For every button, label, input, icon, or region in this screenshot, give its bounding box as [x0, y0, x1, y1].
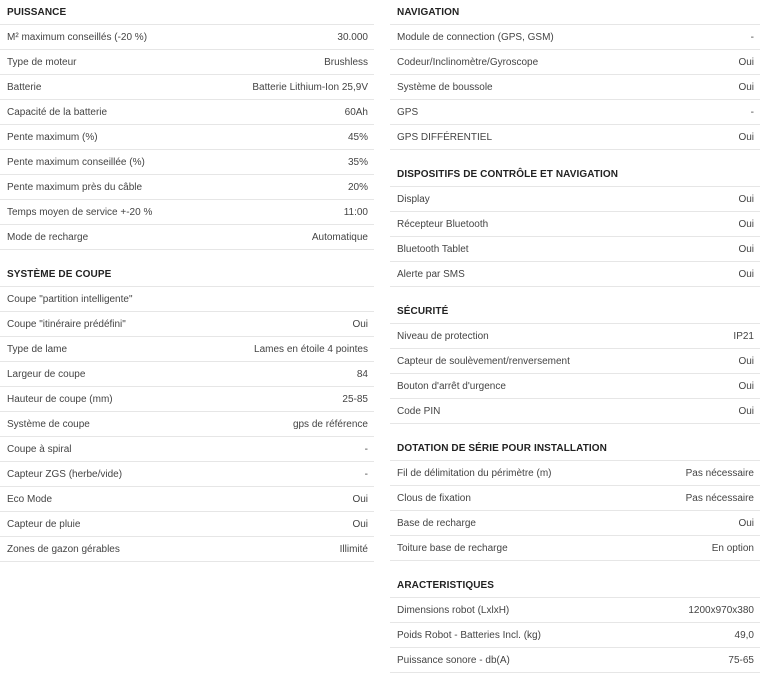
- spec-row: [0, 287, 374, 312]
- spec-row: [0, 225, 374, 250]
- spec-label: Bluetooth Tablet: [397, 243, 469, 255]
- spec-row: [390, 262, 760, 287]
- spec-label: Poids Robot - Batteries Incl. (kg): [397, 629, 541, 641]
- section-gap: [390, 424, 760, 436]
- spec-value: 30.000: [337, 31, 368, 43]
- spec-label: Pente maximum près du câble: [7, 181, 143, 193]
- spec-label: Type de moteur: [7, 56, 77, 68]
- spec-value: Lames en étoile 4 pointes: [254, 343, 368, 355]
- spec-label: Batterie: [7, 81, 42, 93]
- spec-label: Coupe à spiral: [7, 443, 72, 455]
- section-dispositifs-de-controle-et-navigation: [390, 162, 760, 287]
- spec-label: Système de boussole: [397, 81, 493, 93]
- spec-label: Pente maximum (%): [7, 131, 98, 143]
- spec-row: [0, 412, 374, 437]
- spec-label: Coupe "itinéraire prédéfini": [7, 318, 126, 330]
- spec-label: Zones de gazon gérables: [7, 543, 120, 555]
- spec-row: [0, 462, 374, 487]
- spec-label: Dimensions robot (LxlxH): [397, 604, 510, 616]
- spec-value: En option: [711, 542, 754, 554]
- spec-label: Bouton d'arrêt d'urgence: [397, 380, 506, 392]
- spec-row: [390, 237, 760, 262]
- spec-value: 49,0: [734, 629, 754, 641]
- spec-value: gps de référence: [292, 418, 368, 430]
- spec-label: GPS DIFFÉRENTIEL: [397, 131, 493, 143]
- spec-value: Oui: [352, 493, 368, 505]
- spec-row: [0, 312, 374, 337]
- spec-label: Système de coupe: [7, 418, 90, 430]
- spec-value: 60Ah: [344, 106, 368, 118]
- spec-row: [390, 349, 760, 374]
- spec-label: Coupe "partition intelligente": [7, 293, 133, 305]
- section-title: NAVIGATION: [390, 0, 760, 25]
- spec-value: -: [364, 468, 368, 480]
- spec-row: [0, 387, 374, 412]
- spec-label: Codeur/Inclinomètre/Gyroscope: [397, 56, 539, 68]
- spec-value: 35%: [347, 156, 368, 168]
- section-gap: [390, 150, 760, 162]
- spec-row: [0, 150, 374, 175]
- spec-value: 11:00: [343, 206, 368, 218]
- spec-row: [390, 536, 760, 561]
- spec-row: [0, 125, 374, 150]
- spec-row: [0, 50, 374, 75]
- spec-value: Oui: [738, 517, 754, 529]
- spec-value: Oui: [738, 218, 754, 230]
- spec-label: Display: [397, 193, 430, 205]
- spec-value: Brushless: [324, 56, 368, 68]
- spec-row: [390, 511, 760, 536]
- spec-label: Eco Mode: [7, 493, 53, 505]
- spec-value: -: [364, 443, 368, 455]
- spec-value: Oui: [738, 56, 754, 68]
- spec-value: IP21: [733, 330, 754, 342]
- spec-label: Capteur de pluie: [7, 518, 81, 530]
- spec-label: GPS: [397, 106, 419, 118]
- section-puissance: [0, 0, 374, 250]
- spec-row: [390, 324, 760, 349]
- spec-row: [390, 125, 760, 150]
- section-navigation: [390, 0, 760, 150]
- spec-row: [0, 175, 374, 200]
- spec-row: [0, 537, 374, 562]
- spec-row: [0, 337, 374, 362]
- spec-value: Oui: [738, 243, 754, 255]
- spec-label: Capteur ZGS (herbe/vide): [7, 468, 123, 480]
- spec-value: 1200x970x380: [688, 604, 754, 616]
- spec-value: Oui: [352, 518, 368, 530]
- spec-row: [390, 25, 760, 50]
- section-securite: [390, 299, 760, 424]
- spec-value: 84: [356, 368, 368, 380]
- spec-row: [390, 50, 760, 75]
- section-title: ARACTERISTIQUES: [390, 573, 760, 598]
- section-gap: [390, 561, 760, 573]
- spec-value: 45%: [347, 131, 368, 143]
- spec-label: Puissance sonore - db(A): [397, 654, 510, 666]
- spec-value: -: [750, 31, 754, 43]
- spec-value: Pas nécessaire: [685, 492, 754, 504]
- spec-row: [390, 598, 760, 623]
- spec-row: [0, 75, 374, 100]
- spec-value: Oui: [738, 193, 754, 205]
- spec-row: [390, 75, 760, 100]
- section-gap: [0, 250, 374, 262]
- spec-label: Fil de délimitation du périmètre (m): [397, 467, 552, 479]
- spec-row: [390, 486, 760, 511]
- spec-row: [0, 200, 374, 225]
- spec-label: Module de connection (GPS, GSM): [397, 31, 554, 43]
- section-gap: [390, 287, 760, 299]
- spec-label: Toiture base de recharge: [397, 542, 508, 554]
- spec-value: Oui: [738, 131, 754, 143]
- spec-row: [390, 374, 760, 399]
- spec-row: [390, 623, 760, 648]
- spec-value: Pas nécessaire: [685, 467, 754, 479]
- spec-label: Code PIN: [397, 405, 441, 417]
- spec-label: Base de recharge: [397, 517, 476, 529]
- spec-label: Alerte par SMS: [397, 268, 465, 280]
- section-title: PUISSANCE: [0, 0, 374, 25]
- spec-label: Pente maximum conseillée (%): [7, 156, 145, 168]
- section-title: SYSTÈME DE COUPE: [0, 262, 374, 287]
- spec-row: [0, 25, 374, 50]
- spec-row: [390, 100, 760, 125]
- spec-row: [390, 461, 760, 486]
- spec-label: Clous de fixation: [397, 492, 471, 504]
- spec-row: [0, 100, 374, 125]
- spec-value: 20%: [347, 181, 368, 193]
- section-title: DISPOSITIFS DE CONTRÔLE ET NAVIGATION: [390, 162, 760, 187]
- spec-label: M² maximum conseillés (-20 %): [7, 31, 148, 43]
- spec-row: [390, 399, 760, 424]
- spec-value: Oui: [738, 405, 754, 417]
- spec-row: [0, 487, 374, 512]
- section-title: SÉCURITÉ: [390, 299, 760, 324]
- section-systeme-de-coupe: [0, 262, 374, 562]
- spec-row: [0, 512, 374, 537]
- spec-label: Type de lame: [7, 343, 68, 355]
- spec-label: Hauteur de coupe (mm): [7, 393, 113, 405]
- spec-value: -: [750, 106, 754, 118]
- spec-label: Mode de recharge: [7, 231, 89, 243]
- spec-label: Capteur de soulèvement/renversement: [397, 355, 570, 367]
- spec-value: Oui: [738, 81, 754, 93]
- spec-value: 25-85: [342, 393, 368, 405]
- spec-value: 75-65: [728, 654, 754, 666]
- spec-label: Largeur de coupe: [7, 368, 86, 380]
- right-column: [390, 0, 760, 673]
- spec-label: Capacité de la batterie: [7, 106, 108, 118]
- spec-row: [390, 187, 760, 212]
- spec-value: Automatique: [311, 231, 368, 243]
- spec-row: [390, 212, 760, 237]
- spec-value: Oui: [738, 380, 754, 392]
- section-title: DOTATION DE SÉRIE POUR INSTALLATION: [390, 436, 760, 461]
- spec-value: Oui: [738, 268, 754, 280]
- spec-label: Niveau de protection: [397, 330, 489, 342]
- section-dotation-de-serie-pour-installation: [390, 436, 760, 561]
- spec-row: [0, 437, 374, 462]
- spec-row: [390, 648, 760, 673]
- spec-value: Illimité: [339, 543, 368, 555]
- spec-label: Temps moyen de service +-20 %: [7, 206, 153, 218]
- spec-label: Récepteur Bluetooth: [397, 218, 489, 230]
- spec-value: Batterie Lithium-Ion 25,9V: [252, 81, 368, 93]
- spec-value: Oui: [352, 318, 368, 330]
- spec-value: Oui: [738, 355, 754, 367]
- left-column: [0, 0, 374, 562]
- section-aracteristiques: [390, 573, 760, 673]
- spec-row: [0, 362, 374, 387]
